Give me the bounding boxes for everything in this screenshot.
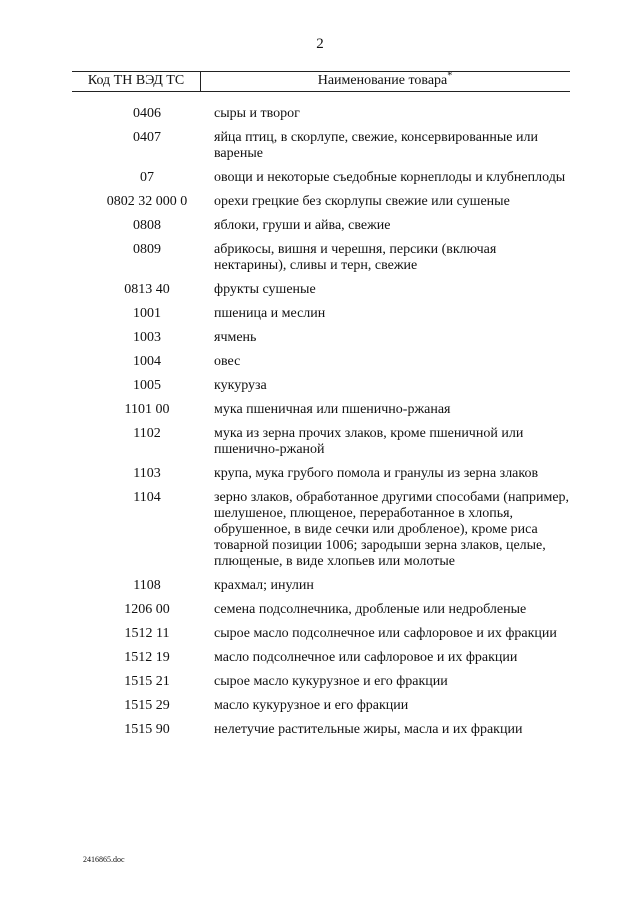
table-row: [72, 650, 570, 666]
table-row: [72, 578, 570, 594]
table-row: [72, 130, 570, 162]
header-name-label: Наименование товара: [317, 73, 448, 88]
row-name: крупа, мука грубого помола и гранулы из зерна злаков: [214, 466, 539, 481]
table-row: [72, 170, 570, 186]
table-header: [72, 71, 570, 92]
row-name: овощи и некоторые съедобные корнеплоды и клубнеплоды: [214, 170, 566, 185]
row-code: 1005: [133, 378, 161, 393]
header-bottom-rule: [72, 91, 570, 92]
table-row: [72, 194, 570, 210]
row-code: 1104: [133, 490, 161, 505]
table-row: [72, 602, 570, 618]
row-name: орехи грецкие без скорлупы свежие или сушеные: [214, 194, 510, 209]
table-row: [72, 402, 570, 418]
row-code: 1206 00: [124, 602, 170, 617]
row-code: 1515 90: [124, 722, 170, 737]
row-name: масло подсолнечное или сафлоровое и их фракции: [214, 650, 518, 665]
row-code: 1004: [133, 354, 161, 369]
table-row: [72, 674, 570, 690]
header-top-rule: [72, 71, 570, 72]
row-name: семена подсолнечника, дробленые или недробленые: [214, 602, 527, 617]
table-row: [72, 306, 570, 322]
row-code: 0802 32 000 0: [106, 194, 188, 209]
row-name: яйца птиц, в скорлупе, свежие, консервированные или вареные: [214, 130, 538, 161]
table-row: [72, 330, 570, 346]
row-name: овес: [214, 354, 241, 369]
table-row: [72, 106, 570, 122]
header-asterisk: *: [447, 70, 453, 82]
table-row: [72, 722, 570, 738]
row-code: 0406: [133, 106, 161, 121]
row-code: 0809: [133, 242, 161, 257]
row-code: 1515 29: [124, 698, 170, 713]
header-code-label: Код ТН ВЭД ТС: [87, 73, 185, 88]
table-row: [72, 698, 570, 714]
row-name: сырое масло кукурузное и его фракции: [214, 674, 448, 689]
row-code: 1512 11: [124, 626, 170, 641]
table-row: [72, 466, 570, 482]
table-row: [72, 626, 570, 642]
row-code: 0813 40: [124, 282, 170, 297]
row-code: 0808: [133, 218, 161, 233]
table-row: [72, 426, 570, 458]
row-code: 1001: [133, 306, 161, 321]
table-row: [72, 354, 570, 370]
row-name: фрукты сушеные: [214, 282, 316, 297]
row-name: нелетучие растительные жиры, масла и их фракции: [214, 722, 523, 737]
row-code: 1512 19: [124, 650, 170, 665]
row-code: 1103: [133, 466, 161, 481]
row-name: крахмал; инулин: [214, 578, 314, 593]
row-code: 07: [140, 170, 154, 185]
row-name: мука пшеничная или пшенично-ржаная: [214, 402, 451, 417]
row-name: ячмень: [214, 330, 257, 345]
row-name: абрикосы, вишня и черешня, персики (включая нектарины), сливы и терн, свежие: [214, 242, 497, 273]
footer-filename: 2416865.doc: [83, 855, 125, 864]
header-name-cell: [200, 70, 570, 89]
table-row: [72, 242, 570, 274]
row-name: зерно злаков, обработанное другими способами (например, шелушеное, плющеное, переработанное в хлопья, обрушенное, в виде сечки или дробленое), кроме риса товарной позиции 1006; зародыши зерна злаков, целые, плющеные, в виде хлопьев или молотые: [214, 490, 570, 569]
row-name: яблоки, груши и айва, свежие: [214, 218, 391, 233]
table-row: [72, 282, 570, 298]
row-name: пшеница и меслин: [214, 306, 326, 321]
row-code: 1101 00: [124, 402, 170, 417]
row-name: сырое масло подсолнечное или сафлоровое и их фракции: [214, 626, 557, 641]
row-code: 1102: [133, 426, 161, 441]
table-row: [72, 218, 570, 234]
row-name: мука из зерна прочих злаков, кроме пшеничной или пшенично-ржаной: [214, 426, 524, 457]
table-row: [72, 490, 570, 570]
row-code: 1108: [133, 578, 161, 593]
table-row: [72, 378, 570, 394]
row-name: кукуруза: [214, 378, 267, 393]
row-name: масло кукурузное и его фракции: [214, 698, 409, 713]
page-number: 2: [316, 36, 324, 52]
row-code: 1515 21: [124, 674, 170, 689]
row-name: сыры и творог: [214, 106, 300, 121]
row-code: 1003: [133, 330, 161, 345]
row-code: 0407: [133, 130, 161, 145]
goods-table-body: [72, 106, 570, 746]
